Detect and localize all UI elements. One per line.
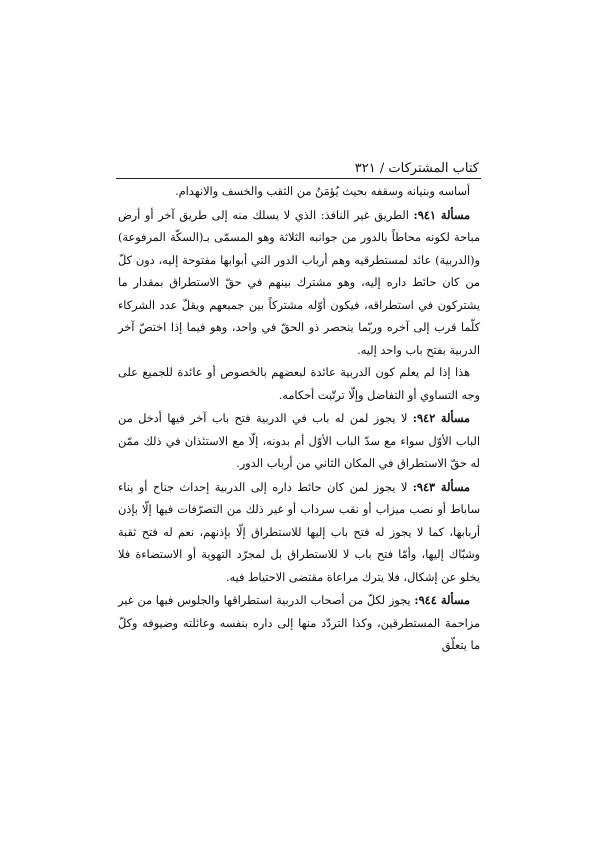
paragraph-text: لا يجوز لمن له باب في الدربية فتح باب آخر فيها أدخل من الباب الأوّل سواء مع سدّ الباب الأوّل أم بدونه، إلّا مع الاستئذان في ذلك ممّن له حقّ الاستطراق في المكان الثاني من أرباب الدور. <box>118 412 480 470</box>
issue-number: مسألة ٩٤٤: <box>414 593 470 607</box>
issue-number: مسألة ٩٤١: <box>413 207 470 222</box>
paragraph-text: هذا إذا لم يعلم كون الدربية عائدة لبعضهم بالخصوص أو عائدة للجميع على وجه التساوي أو التفاضل وإلّا ترتّبت أحكامه. <box>118 366 480 402</box>
paragraph-issue-944 <box>118 589 480 658</box>
running-header: كتاب المشتركات / ٣٢١ <box>354 161 479 176</box>
issue-number: مسألة ٩٤٢: <box>412 411 470 425</box>
paragraph-text: لا يجوز لمن كان حائط داره إلى الدربية إحداث جناح أو بناء ساباط أو نصب ميزاب أو نقب سرداب أو غير ذلك من التصرّفات فيها إلّا بإذن أربابها، كما لا يجوز له فتح باب إليها للاستطراق إلّا بإذنهم، نعم له فتح ثقبة وشبّاك إليها، وأمّا فتح باب لا للاستطراق بل لمجرّد التهوية أو الاستضاءة فلا يخلو عن إشكال، فلا يترك مراعاة مقتضى الاحتياط فيه. <box>118 480 480 584</box>
paragraph-issue-942 <box>118 407 480 476</box>
paragraph-text: أساسه وبنيانه وسقفه بحيث يُؤمَنُ من الثقب والخسف والانهدام. <box>175 185 470 198</box>
issue-number: مسألة ٩٤٣: <box>412 479 470 494</box>
header-divider <box>116 178 481 179</box>
paragraph-text: يجوز لكلّ من أصحاب الدربية استطراقها والجلوس فيها من غير مزاحمة المستطرقين، وكذا التردّد منها إلى داره بنفسه وعائلته وضيوفه وكلّ ما يتعلّق <box>118 594 480 652</box>
paragraph-continuation <box>118 181 480 204</box>
paragraph-text: الطريق غير النافذ: الذي لا يسلك منه إلى طريق آخر أو أرض مباحة لكونه محاطاً بالدور من جوانبه الثلاثة وهو المسمّى بـ(السكّة المرفوعة) و(الدربية) عائد لمستطرقيه وهم أرباب الدور التي أبوابها مفتوحة إليه، دون كلّ من كان حائط داره إليه، وهو مشترك بينهم في حقّ الاستطراق بمقدار ما يشتركون في استطراقه، فيكون أوّله مشتركاً بين جميعهم ويقلّ عدد الشركاء كلّما قرب إلى آخره وربّما ينحصر ذو الحقّ في واحد، وهو فيما إذا اختصّ آخر الدربية بفتح باب واحد إليه. <box>118 208 480 357</box>
page-body <box>118 181 480 658</box>
paragraph-issue-943 <box>118 476 480 590</box>
paragraph-note <box>118 362 480 407</box>
paragraph-issue-941 <box>118 204 480 363</box>
